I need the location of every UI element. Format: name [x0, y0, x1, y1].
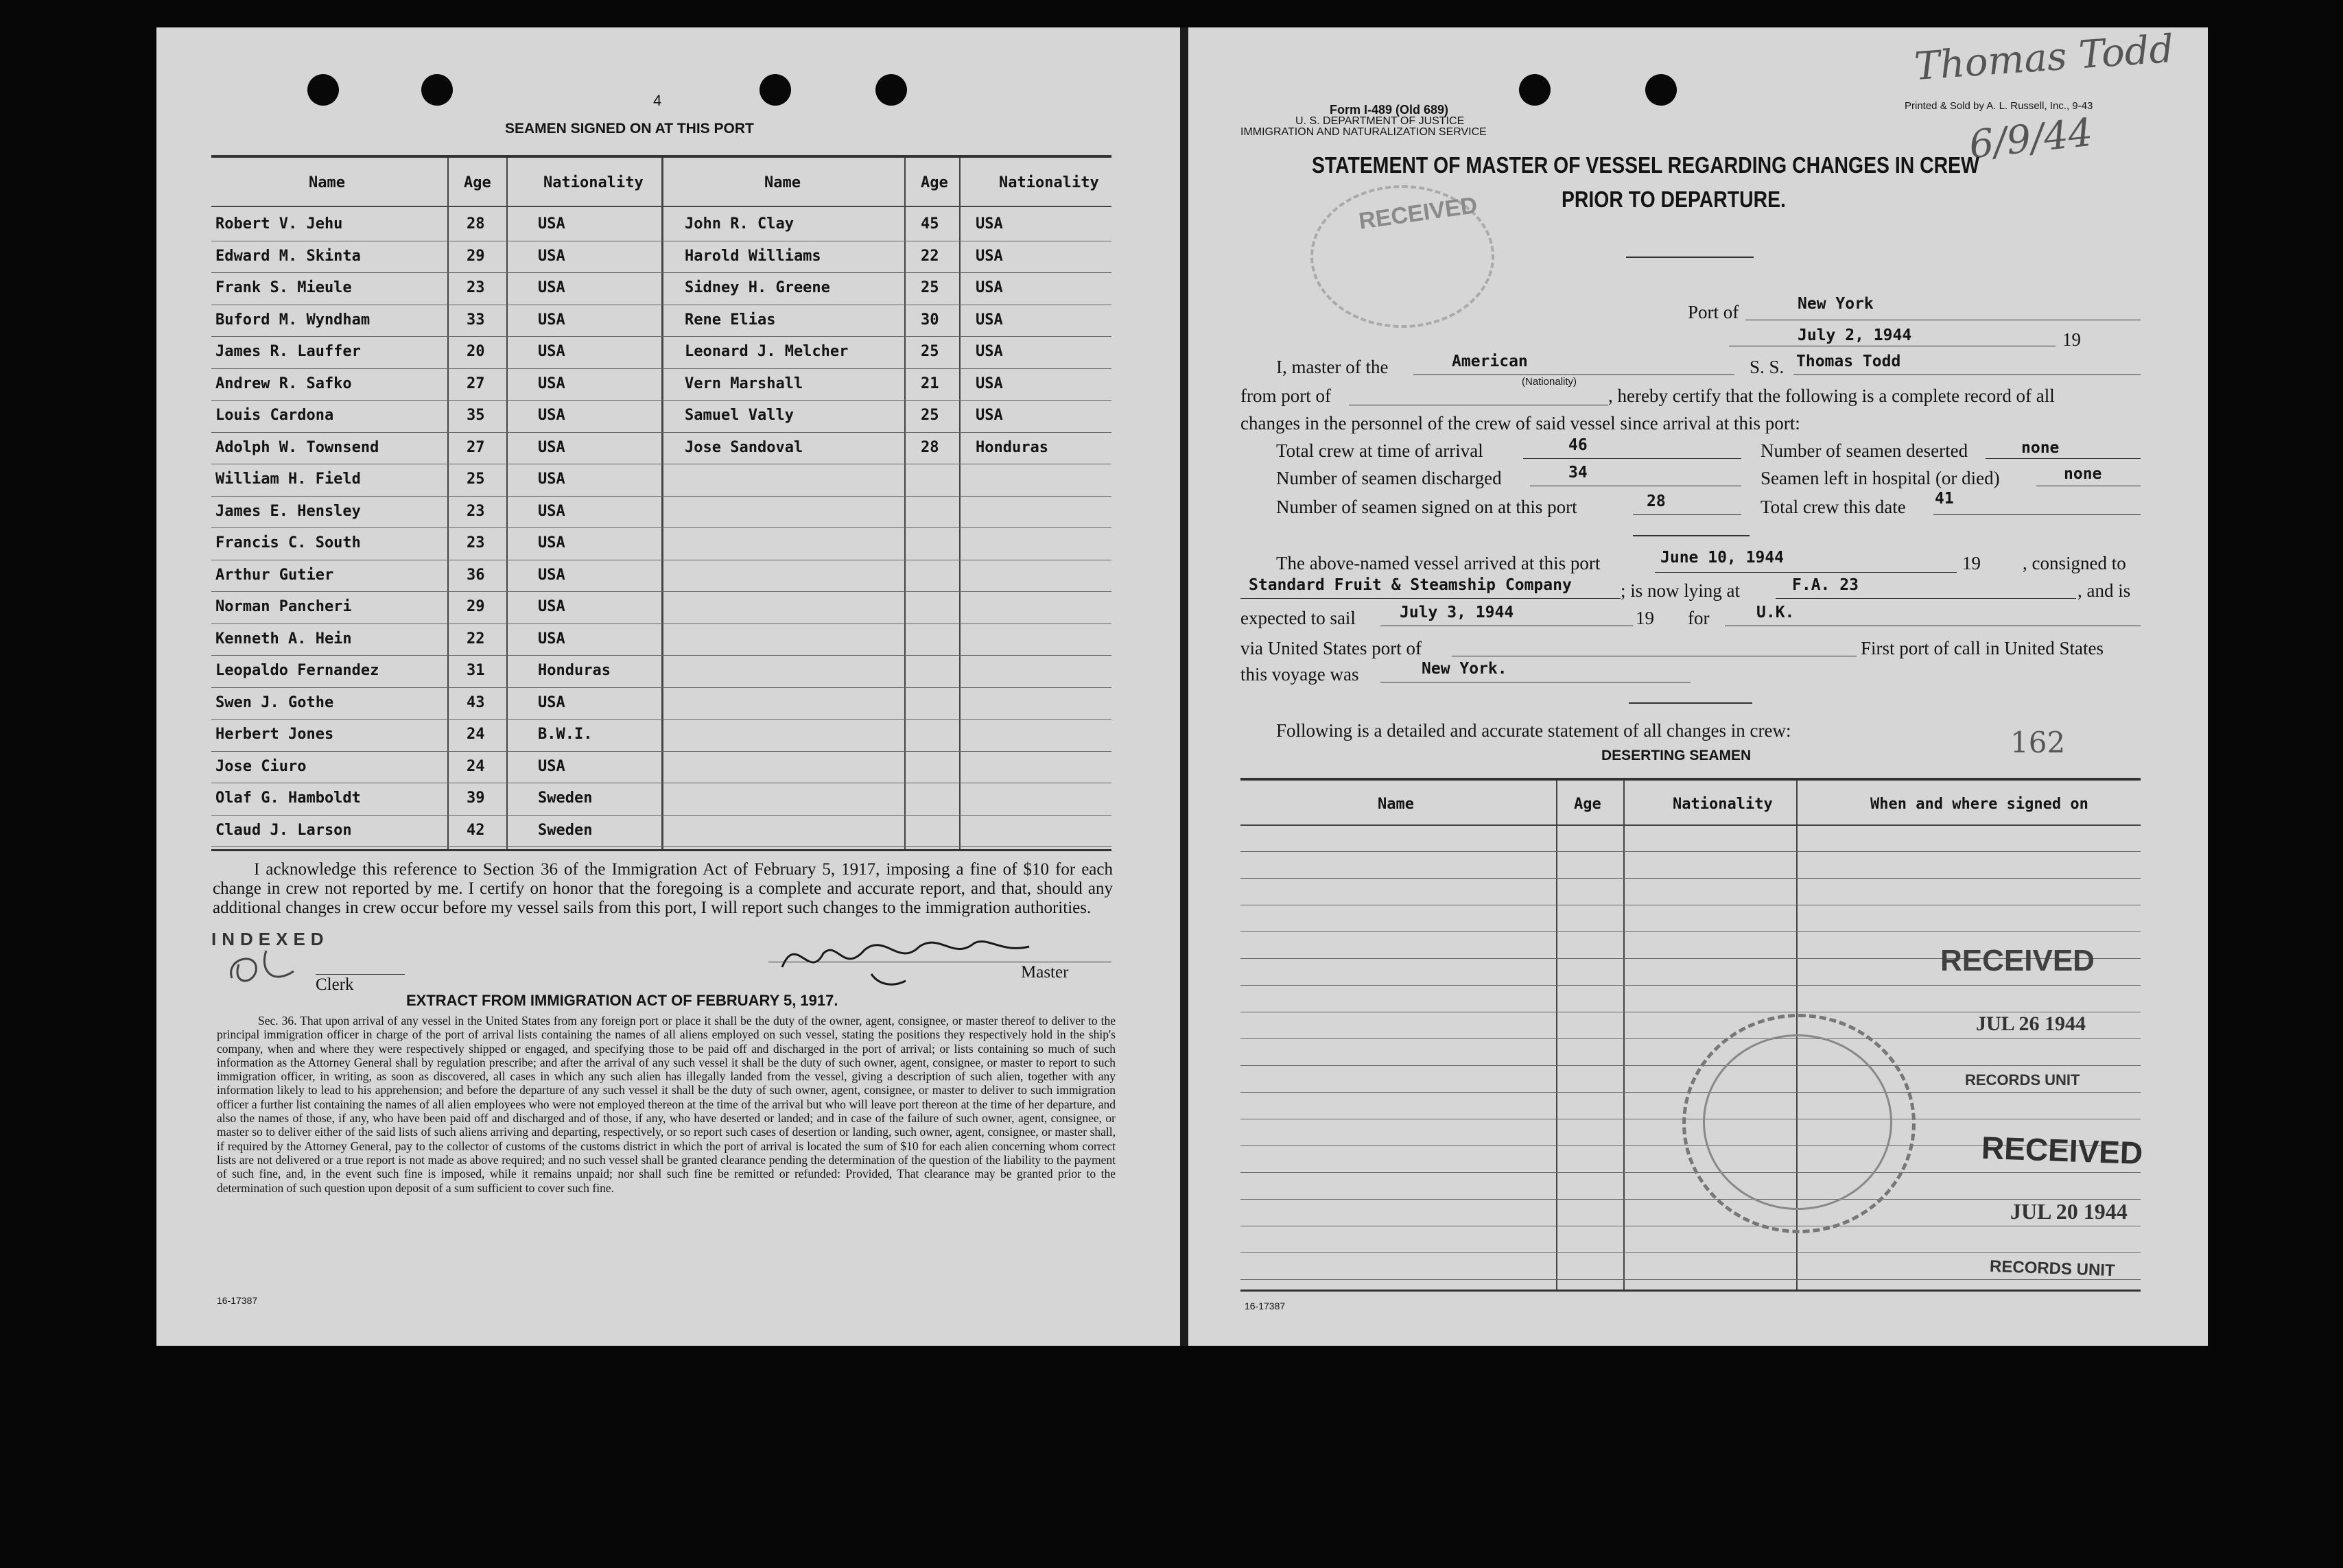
- from-port-label: from port of: [1240, 385, 1331, 406]
- received-stamp-faint: RECEIVED: [1357, 192, 1479, 235]
- service: IMMIGRATION AND NATURALIZATION SERVICE: [1240, 126, 1487, 138]
- department: U. S. DEPARTMENT OF JUSTICE: [1295, 115, 1465, 127]
- seaman-nationality: USA: [976, 215, 1003, 233]
- seaman-age: 31: [467, 662, 485, 679]
- seaman-nationality: USA: [976, 279, 1003, 296]
- following-text: Following is a detailed and accurate statement of all changes in crew:: [1276, 720, 1791, 741]
- seaman-nationality: USA: [538, 534, 565, 551]
- col-header-age: Age: [1574, 796, 1601, 813]
- voyage-value: New York.: [1422, 660, 1507, 678]
- seaman-name: Edward M. Skinta: [215, 247, 361, 265]
- seaman-name: James E. Hensley: [215, 502, 361, 520]
- seaman-name: Harold Williams: [685, 247, 821, 265]
- seaman-nationality: Honduras: [538, 662, 611, 679]
- col-header-nationality: Nationality: [999, 174, 1099, 191]
- seaman-name: Adolph W. Townsend: [215, 438, 379, 456]
- seamen-table: [211, 155, 1111, 851]
- seaman-name: Buford M. Wyndham: [215, 311, 370, 329]
- consignee-value: Standard Fruit & Steamship Company: [1249, 576, 1572, 594]
- seaman-age: 35: [467, 407, 485, 424]
- seaman-name: William H. Field: [215, 471, 361, 488]
- seaman-age: 20: [467, 343, 485, 360]
- received-date-2: JUL 20 1944: [2010, 1199, 2128, 1224]
- seaman-nationality: USA: [976, 343, 1003, 360]
- acknowledgement-text: I acknowledge this reference to Section 36 of the Immigration Act of February 5, 1917, imposing a fine of $10 for each change in crew not reported by me. I certify on honor that the foregoing is a complete and accurate report, and that, should any additional changes in crew occur before my vessel sails from this port, I will report such changes to the immigration authorities.: [213, 860, 1113, 917]
- punch-hole: [1645, 74, 1677, 106]
- seaman-name: Rene Elias: [685, 311, 776, 329]
- ss-label: S. S.: [1750, 357, 1785, 377]
- seaman-name: Francis C. South: [215, 534, 361, 551]
- seaman-nationality: USA: [538, 438, 565, 456]
- seaman-nationality: USA: [538, 471, 565, 488]
- seaman-nationality: Honduras: [976, 438, 1048, 456]
- seaman-age: 25: [921, 343, 939, 360]
- col-header-nationality: Nationality: [543, 174, 644, 191]
- seaman-nationality: USA: [538, 502, 565, 520]
- expected-year: 19: [1636, 608, 1654, 628]
- master-of-label: I, master of the: [1276, 357, 1389, 377]
- seaman-age: 29: [467, 598, 485, 615]
- consigned-label: , consigned to: [2023, 553, 2126, 573]
- changes-text: changes in the personnel of the crew of said vessel since arrival at this port:: [1240, 413, 1800, 433]
- seaman-age: 28: [921, 438, 939, 456]
- seaman-nationality: USA: [976, 407, 1003, 424]
- seaman-age: 25: [467, 471, 485, 488]
- handwritten-name: Thomas Todd: [1913, 26, 2176, 90]
- seaman-age: 36: [467, 566, 485, 584]
- received-date-1: JUL 26 1944: [1976, 1012, 2086, 1035]
- seaman-name: Claud J. Larson: [215, 821, 352, 839]
- for-label: for: [1688, 608, 1710, 628]
- lying-label: ; is now lying at: [1621, 580, 1740, 601]
- signed-on-value: 28: [1647, 492, 1666, 510]
- expected-label: expected to sail: [1240, 608, 1356, 628]
- seaman-nationality: USA: [538, 279, 565, 296]
- deserting-title: DESERTING SEAMEN: [1601, 748, 1752, 763]
- seaman-name: Herbert Jones: [215, 726, 334, 743]
- year-prefix: 19: [2062, 329, 2081, 350]
- discharged-label: Number of seamen discharged: [1276, 468, 1502, 488]
- seaman-nationality: USA: [538, 693, 565, 711]
- col-header-age: Age: [921, 174, 948, 191]
- master-signature: [768, 919, 1043, 1001]
- seaman-nationality: Sweden: [538, 821, 593, 839]
- certify-text: , hereby certify that the following is a complete record of all: [1608, 385, 2055, 406]
- expected-value: July 3, 1944: [1400, 604, 1514, 621]
- col-header-signed-on: When and where signed on: [1870, 796, 2088, 813]
- seaman-name: Louis Cardona: [215, 407, 334, 424]
- page-subtitle: PRIOR TO DEPARTURE.: [1562, 187, 1786, 212]
- master-label: Master: [1021, 963, 1069, 982]
- lying-value: F.A. 23: [1792, 576, 1859, 594]
- total-crew-date-value: 41: [1935, 490, 1954, 508]
- seaman-nationality: USA: [538, 247, 565, 265]
- seaman-age: 24: [467, 757, 485, 775]
- seaman-name: Andrew R. Safko: [215, 375, 352, 392]
- punch-hole: [307, 74, 339, 106]
- handwritten-date: 6/9/44: [1967, 110, 2095, 168]
- total-crew-arrival-value: 46: [1568, 436, 1588, 454]
- deserted-value: none: [2021, 439, 2060, 457]
- seaman-age: 27: [467, 375, 485, 392]
- and-is-label: , and is: [2077, 580, 2131, 601]
- seaman-age: 23: [467, 502, 485, 520]
- punch-hole: [1519, 74, 1551, 106]
- nationality-value: American: [1452, 353, 1528, 370]
- port-value: New York: [1798, 295, 1874, 313]
- port-label: Port of: [1688, 302, 1739, 322]
- seaman-age: 28: [467, 215, 485, 233]
- form-number-right: 16-17387: [1245, 1300, 1286, 1311]
- vessel-name: Thomas Todd: [1796, 353, 1901, 370]
- arrived-year: 19: [1962, 553, 1981, 573]
- arrived-label: The above-named vessel arrived at this port: [1276, 553, 1601, 573]
- seaman-name: Arthur Gutier: [215, 566, 334, 584]
- signed-on-label: Number of seamen signed on at this port: [1276, 497, 1577, 517]
- seaman-name: Leopaldo Fernandez: [215, 662, 379, 679]
- col-header-name: Name: [309, 174, 345, 191]
- nationality-caption: (Nationality): [1522, 376, 1577, 388]
- form-id: Form I-489 (Old 689): [1330, 103, 1449, 117]
- seaman-nationality: B.W.I.: [538, 726, 593, 743]
- col-header-name: Name: [1378, 796, 1414, 813]
- discharged-value: 34: [1568, 464, 1588, 482]
- seaman-nationality: USA: [538, 375, 565, 392]
- seaman-age: 29: [467, 247, 485, 265]
- col-header-name: Name: [764, 174, 801, 191]
- deserted-label: Number of seamen deserted: [1761, 440, 1968, 461]
- section-title: SEAMEN SIGNED ON AT THIS PORT: [505, 121, 754, 136]
- received-stamp-2: RECEIVED: [1981, 1129, 2144, 1172]
- indexed-stamp: INDEXED: [211, 929, 329, 949]
- seaman-nationality: USA: [538, 343, 565, 360]
- first-port-label: First port of call in United States: [1861, 638, 2104, 658]
- col-header-age: Age: [464, 174, 491, 191]
- page-fold: [1180, 27, 1188, 1346]
- seaman-name: Frank S. Mieule: [215, 279, 352, 296]
- records-unit-2: RECORDS UNIT: [1989, 1257, 2116, 1281]
- clerk-label: Clerk: [316, 975, 354, 994]
- seaman-age: 23: [467, 534, 485, 551]
- seaman-age: 24: [467, 726, 485, 743]
- seaman-name: Samuel Vally: [685, 407, 794, 424]
- statement-date: July 2, 1944: [1798, 326, 1912, 344]
- seaman-age: 33: [467, 311, 485, 329]
- seaman-age: 27: [467, 438, 485, 456]
- page-number: 4: [653, 92, 662, 109]
- seaman-nationality: USA: [538, 598, 565, 615]
- seaman-name: Swen J. Gothe: [215, 693, 334, 711]
- seaman-nationality: USA: [538, 311, 565, 329]
- seaman-name: Vern Marshall: [685, 375, 803, 392]
- seaman-nationality: USA: [538, 407, 565, 424]
- received-stamp-1: RECEIVED: [1940, 944, 2095, 977]
- seaman-name: Leonard J. Melcher: [685, 343, 849, 360]
- seaman-name: Sidney H. Greene: [685, 279, 830, 296]
- seaman-age: 30: [921, 311, 939, 329]
- seaman-name: Olaf G. Hamboldt: [215, 789, 361, 807]
- seaman-nationality: USA: [538, 757, 565, 775]
- seaman-name: Robert V. Jehu: [215, 215, 343, 233]
- seaman-nationality: USA: [538, 630, 565, 648]
- col-header-nationality: Nationality: [1673, 796, 1773, 813]
- total-crew-arrival-label: Total crew at time of arrival: [1276, 440, 1483, 461]
- seaman-age: 39: [467, 789, 485, 807]
- voyage-label: this voyage was: [1240, 664, 1359, 685]
- seaman-age: 22: [467, 630, 485, 648]
- page-count-stamp: 162: [2010, 726, 2066, 759]
- records-unit-1: RECORDS UNIT: [1965, 1071, 2080, 1089]
- via-label: via United States port of: [1240, 638, 1422, 658]
- seaman-nationality: USA: [976, 247, 1003, 265]
- extract-text: Sec. 36. That upon arrival of any vessel in the United States from any foreign port or place it shall be the duty of the owner, agent, consignee, or master thereof to deliver to the principal immigration officer in charge of the port of arrival lists containing the names of all aliens employed on such vessel, stating the positions they respectively hold in the ship's company, when and where they were respectively shipped or engaged, and specifying those to be paid off and discharged in the port of arrival; or lists containing so much of such information as the Attorney General shall by regulation prescribe; and after the arrival of any such vessel it shall be the duty of such owner, agent, consignee, or master to report to such immigration officer, in writing, as soon as discovered, all cases in which any such alien has illegally landed from the vessel, giving a description of such alien, together with any information likely to lead to his apprehension; and before the departure of any such vessel it shall be the duty of such owner, agent, consignee, or master to deliver to such immigration officer a further list containing the names of all alien employees who were not employed thereon at the time of the arrival but who will leave port thereon at the time of her departure, and also the names of those, if any, who have been paid off and discharged and of those, if any, who have deserted or landed; and in case of the failure of such owner, agent, consignee, or master so to deliver either of the said lists of such aliens arriving and departing, respectively, or so report such cases of desertion or landing, such owner, agent, consignee, or master shall, if required by the Attorney General, pay to the collector of customs of the customs district in which the port of arrival is located the sum of $10 for each alien concerning whom correct lists are not delivered or a true report is not made as above required; and no such vessel shall be granted clearance pending the determination of the question of the liability to the payment of such fine, and, in the event such fine is imposed, while it remains unpaid; nor shall such fine be remitted or refunded: Provided, That clearance may be granted prior to the determination of such question upon deposit of a sum sufficient to cover such fine.: [217, 1014, 1116, 1195]
- seaman-name: Jose Ciuro: [215, 757, 307, 775]
- punch-hole: [760, 74, 791, 106]
- seaman-name: James R. Lauffer: [215, 343, 361, 360]
- hospital-label: Seamen left in hospital (or died): [1761, 468, 2000, 488]
- form-number: 16-17387: [217, 1295, 258, 1306]
- seaman-nationality: USA: [538, 215, 565, 233]
- page-title: STATEMENT OF MASTER OF VESSEL REGARDING CHANGES IN CREW: [1312, 152, 1979, 178]
- destination-value: U.K.: [1756, 604, 1795, 621]
- printer-credit: Printed & Sold by A. L. Russell, Inc., 9-43: [1905, 100, 2093, 112]
- seaman-nationality: USA: [976, 311, 1003, 329]
- seaman-age: 21: [921, 375, 939, 392]
- hospital-value: none: [2064, 465, 2102, 483]
- seaman-nationality: USA: [538, 566, 565, 584]
- clerk-initials-signature: [218, 944, 314, 992]
- arrived-value: June 10, 1944: [1660, 549, 1785, 567]
- seaman-nationality: Sweden: [538, 789, 593, 807]
- seaman-name: Kenneth A. Hein: [215, 630, 352, 648]
- seaman-name: Norman Pancheri: [215, 598, 352, 615]
- seaman-age: 43: [467, 693, 485, 711]
- extract-title: EXTRACT FROM IMMIGRATION ACT OF FEBRUARY 5, 1917.: [406, 992, 838, 1009]
- seaman-name: Jose Sandoval: [685, 438, 803, 456]
- seaman-name: John R. Clay: [685, 215, 794, 233]
- punch-hole: [875, 74, 907, 106]
- seaman-age: 25: [921, 407, 939, 424]
- total-crew-date-label: Total crew this date: [1761, 497, 1906, 517]
- seaman-age: 23: [467, 279, 485, 296]
- seaman-nationality: USA: [976, 375, 1003, 392]
- seaman-age: 45: [921, 215, 939, 233]
- punch-hole: [421, 74, 453, 106]
- seaman-age: 22: [921, 247, 939, 265]
- seaman-age: 42: [467, 821, 485, 839]
- seaman-age: 25: [921, 279, 939, 296]
